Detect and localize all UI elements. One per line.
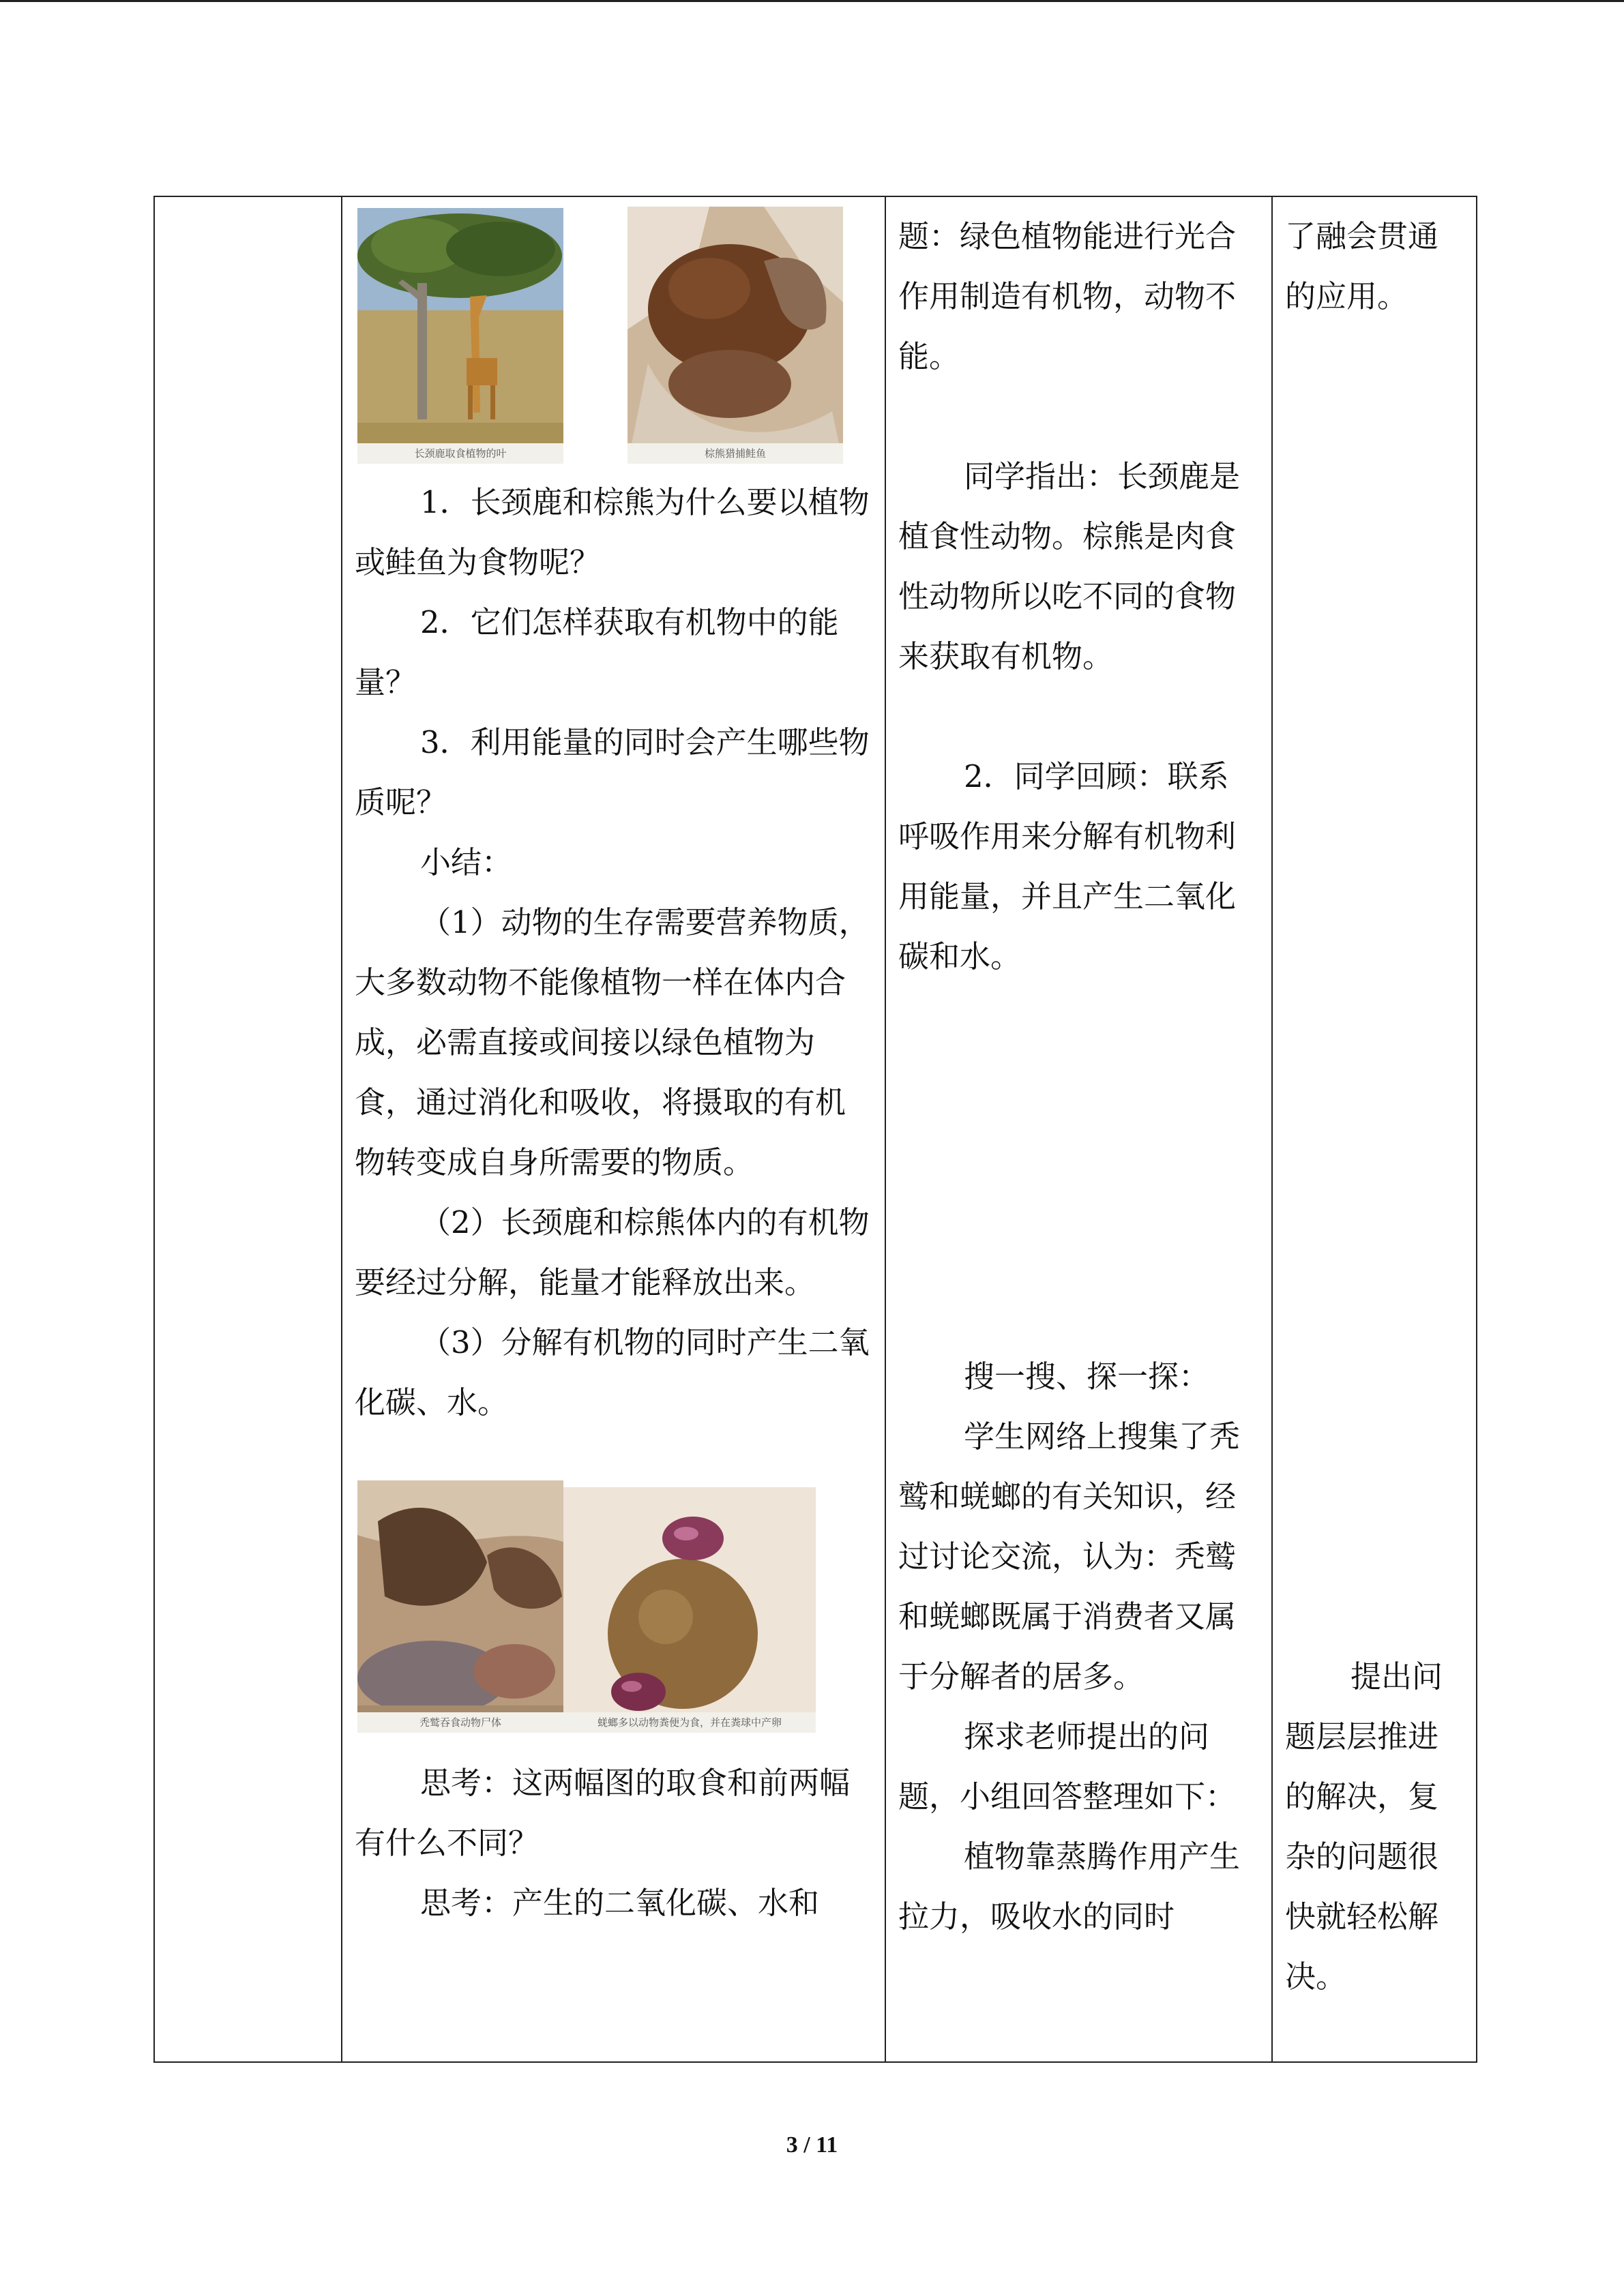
brown-bear-photo — [628, 207, 843, 464]
table-row — [154, 196, 1477, 2062]
question-3: 3．利用能量的同时会产生哪些物质呢？ — [355, 724, 870, 820]
blank-column-cell — [154, 196, 342, 2062]
think-question-2: 思考：产生的二氧化碳、水和 — [420, 1885, 820, 1921]
giraffe-photo — [357, 208, 563, 464]
giraffe-caption: 长颈鹿取食植物的叶 — [357, 443, 563, 464]
teacher-activity-cell — [342, 196, 885, 2062]
student-text-3: 2．同学回顾：联系呼吸作用来分解有机物利用能量，并且产生二氧化碳和水。 — [898, 758, 1237, 974]
design-intent-cell — [1272, 196, 1477, 2062]
vulture-caption: 秃鹫吞食动物尸体 — [357, 1712, 563, 1733]
student-text-7: 植物靠蒸腾作用产生拉力，吸收水的同时 — [898, 1838, 1241, 1935]
think-question-1: 思考：这两幅图的取食和前两幅有什么不同？ — [355, 1765, 851, 1861]
intent-text-2: 提出问题层层推进的解决，复杂的问题很快就轻松解决。 — [1285, 1658, 1443, 1995]
student-text-4: 搜一搜、探一探： — [964, 1358, 1210, 1395]
lesson-table — [153, 196, 1477, 2063]
student-text-1: 题：绿色植物能进行光合作用制造有机物，动物不能。 — [898, 218, 1237, 374]
vulture-photo — [357, 1480, 563, 1733]
page-number: 3 / 11 — [786, 2132, 838, 2158]
intent-text-1: 了融会贯通的应用。 — [1285, 218, 1439, 314]
question-2: 2．它们怎样获取有机物中的能量？ — [355, 604, 839, 700]
student-text-2: 同学指出：长颈鹿是植食性动物。棕熊是肉食性动物所以吃不同的食物来获取有机物。 — [898, 458, 1241, 674]
dung-beetle-photo — [563, 1487, 816, 1733]
summary-point-1: （1）动物的生存需要营养物质，大多数动物不能像植物一样在体内合成，必需直接或间接以绿色植物为食，通过消化和吸收，将摄取的有机物转变成自身所需要的物质。 — [355, 904, 870, 1180]
student-text-6: 探求老师提出的问题，小组回答整理如下： — [898, 1718, 1237, 1815]
bear-caption: 棕熊猎捕鲑鱼 — [628, 443, 843, 464]
summary-point-2: （2）长颈鹿和棕熊体内的有机物要经过分解，能量才能释放出来。 — [355, 1204, 870, 1300]
top-border-line — [0, 0, 1624, 2]
beetle-caption: 蜣螂多以动物粪便为食，并在粪球中产卵 — [563, 1712, 816, 1733]
student-activity-cell — [885, 196, 1272, 2062]
summary-title: 小结： — [420, 844, 513, 880]
student-text-5: 学生网络上搜集了秃鹫和蜣螂的有关知识，经过讨论交流，认为：秃鹫和蜣螂既属于消费者又属于分解者的居多。 — [898, 1418, 1241, 1695]
summary-point-3: （3）分解有机物的同时产生二氧化碳、水。 — [355, 1324, 870, 1420]
question-1: 1．长颈鹿和棕熊为什么要以植物或鲑鱼为食物呢？ — [355, 484, 870, 580]
